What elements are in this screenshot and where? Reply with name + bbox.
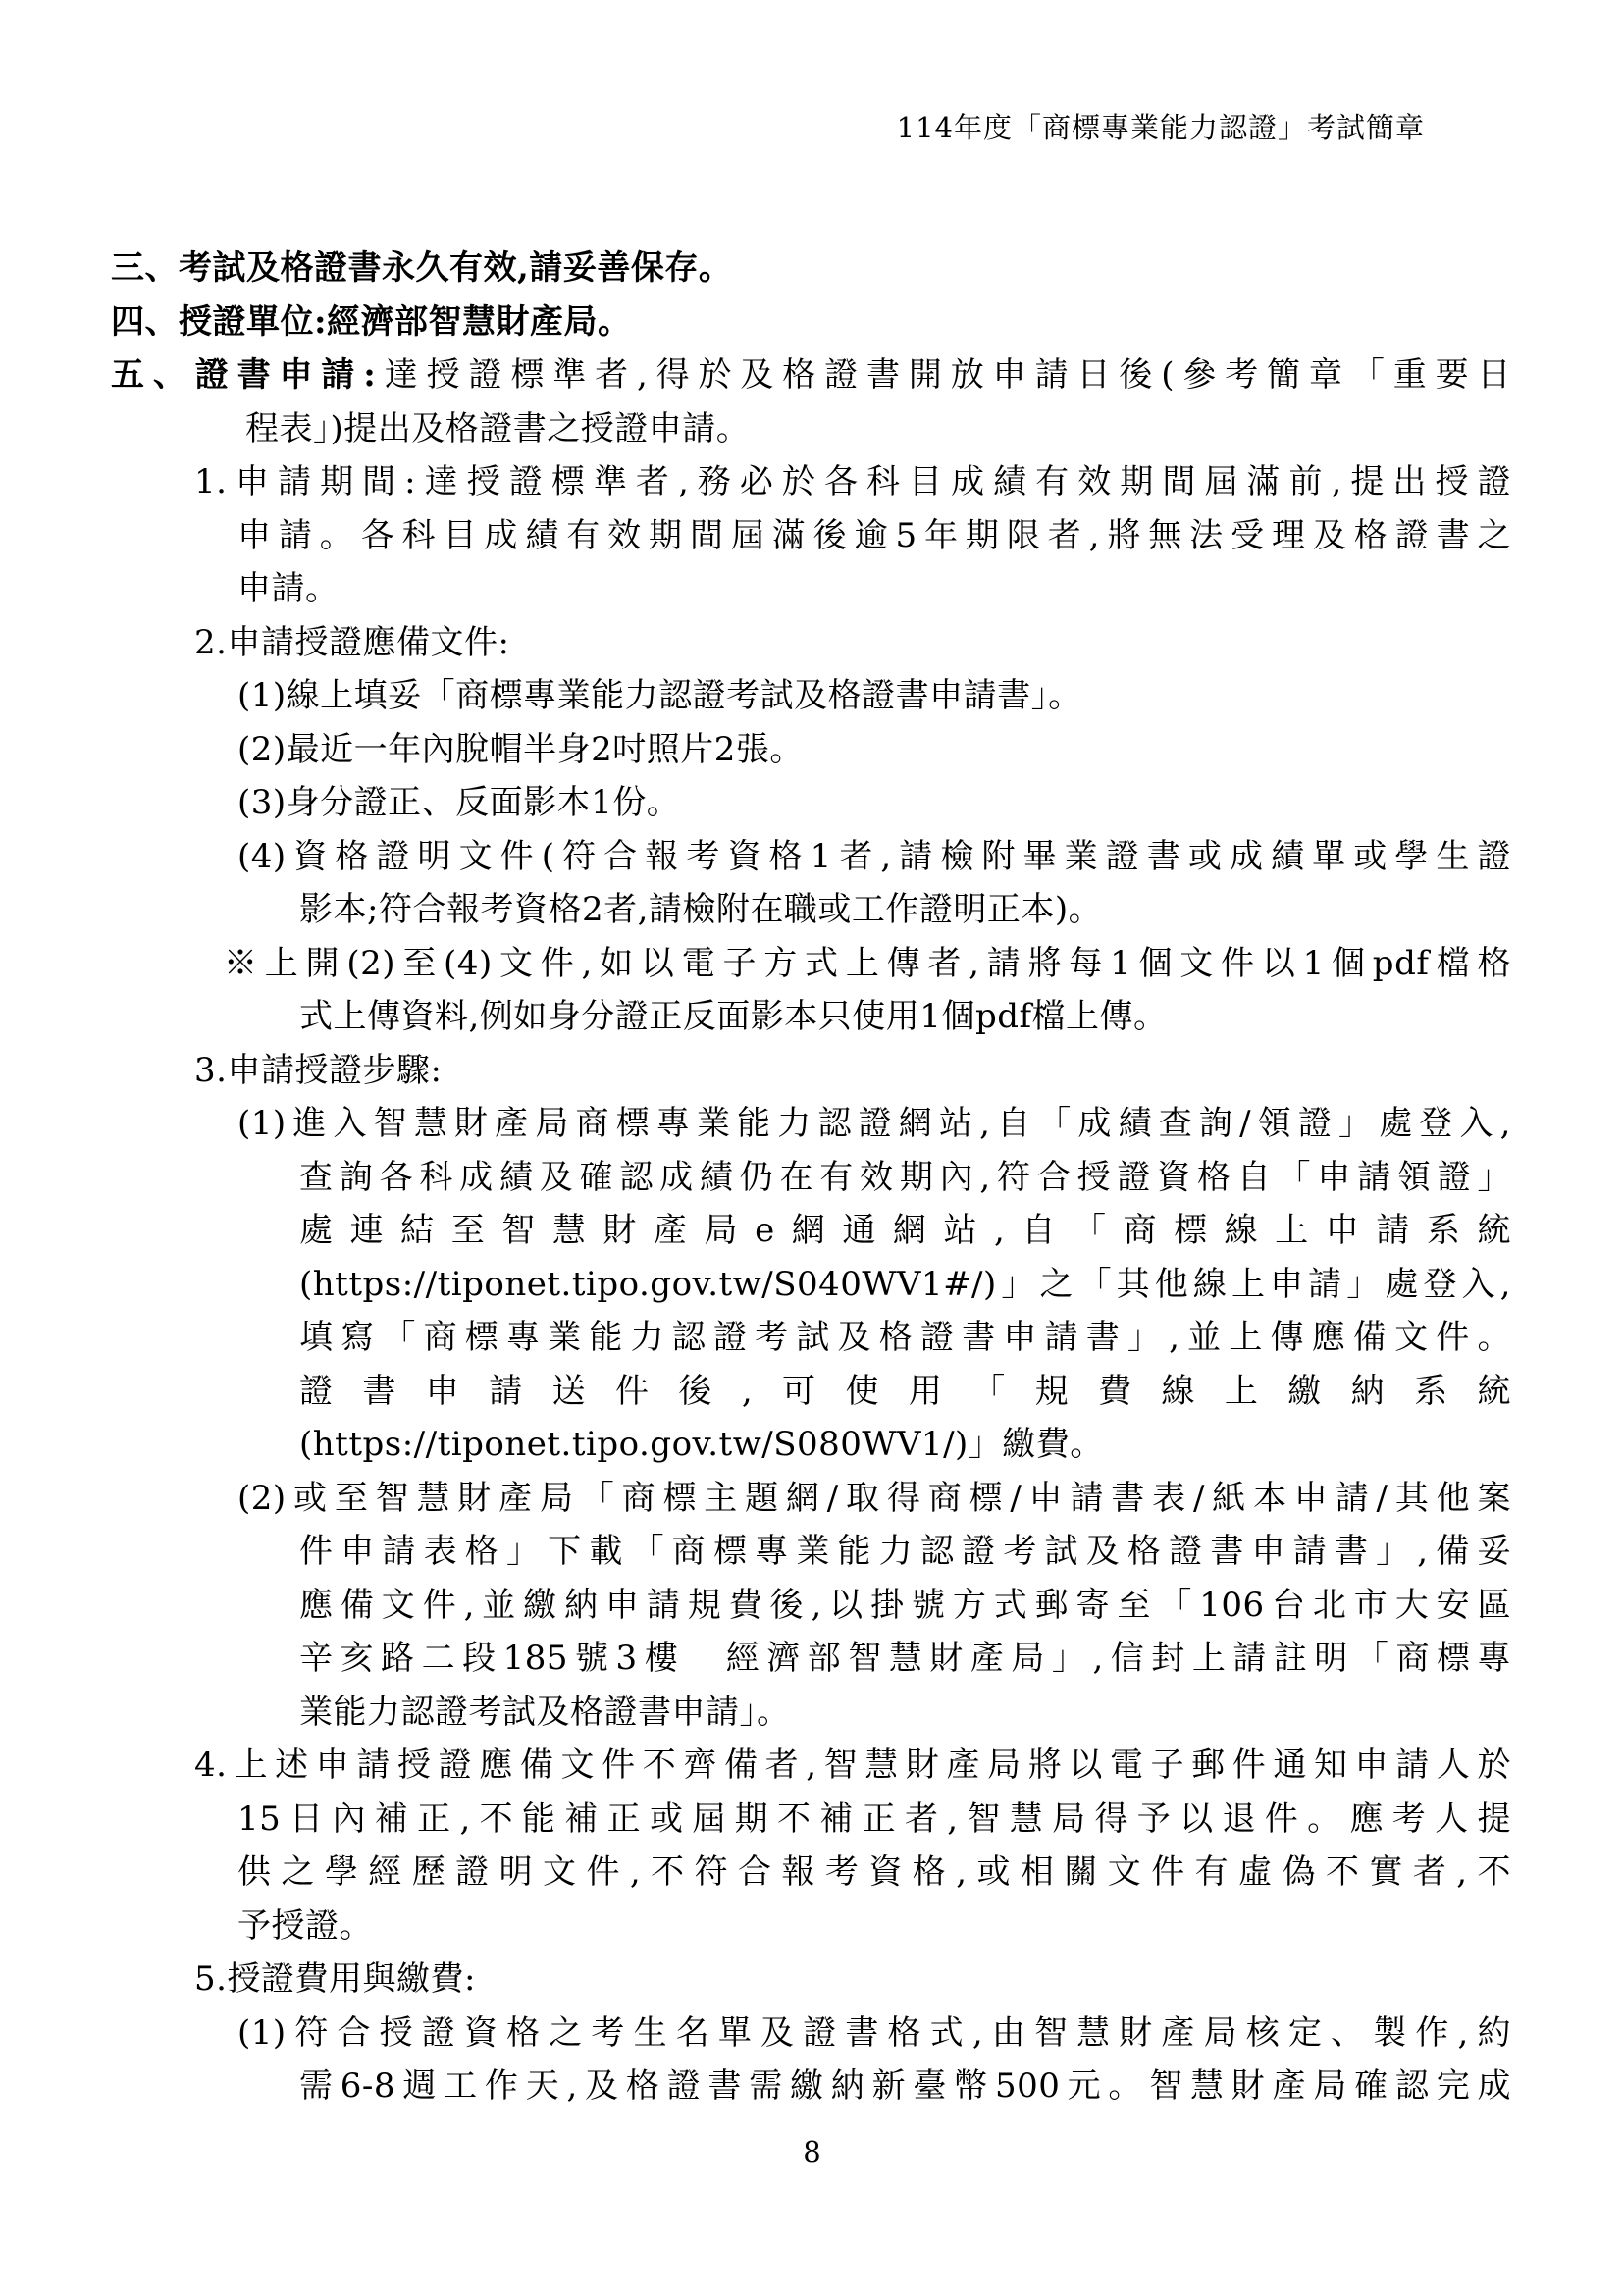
doc-line: 供之學經歷證明文件,不符合報考資格,或相關文件有虛偽不實者,不	[237, 1852, 1511, 1892]
doc-line: 式上傳資料,例如身分證正反面影本只使用1個pdf檔上傳。	[299, 997, 1168, 1036]
clause-2-item-4: (4)資格證明文件(符合報考資格1者,請檢附畢業證書或成績單或學生證	[237, 836, 1511, 876]
doc-line: 填寫「商標專業能力認證考試及格證書申請書」,並上傳應備文件。	[299, 1318, 1511, 1357]
doc-line: 影本;符合報考資格2者,請檢附在職或工作證明正本)。	[299, 890, 1103, 929]
clause-5-item-1: (1)符合授證資格之考生名單及證書格式,由智慧財產局核定、製作,約	[237, 2012, 1511, 2053]
doc-line: 需6-8週工作天,及格證書需繳納新臺幣500元。智慧財產局確認完成	[299, 2066, 1511, 2106]
doc-line: 件申請表格」下載「商標專業能力認證考試及格證書申請書」,備妥	[299, 1532, 1511, 1571]
doc-line: 處連結至智慧財產局e網通網站,自「商標線上申請系統	[299, 1211, 1511, 1250]
clause-5: 5.授證費用與繳費:	[194, 1959, 476, 1999]
heading-item-5	[111, 348, 1511, 402]
note-asterisk: ※上開(2)至(4)文件,如以電子方式上傳者,請將每1個文件以1個pdf檔格	[224, 943, 1511, 983]
doc-line: 證書申請送件後,可使用「規費線上繳納系統	[299, 1371, 1511, 1411]
heading-item-4: 四、授證單位:經濟部智慧財產局。	[111, 301, 632, 341]
clause-2-item-1: (1)線上填妥「商標專業能力認證考試及格證書申請書」。	[237, 676, 1082, 715]
doc-line: 應備文件,並繳納申請規費後,以掛號方式郵寄至「106台北市大安區	[299, 1585, 1511, 1625]
document-body	[0, 241, 1624, 2113]
mailing-address-line: 辛亥路二段185號3樓 經濟部智慧財產局」,信封上請註明「商標專	[299, 1639, 1511, 1678]
doc-line: 申請。各科目成績有效期間屆滿後逾5年期限者,將無法受理及格證書之	[237, 515, 1511, 555]
heading-item-5-label: 五、證書申請:	[111, 355, 377, 394]
doc-line: 申請。	[237, 569, 340, 608]
clause-3-item-2: (2)或至智慧財產局「商標主題網/取得商標/申請書表/紙本申請/其他案	[237, 1478, 1511, 1518]
doc-line: 15日內補正,不能補正或屆期不補正者,智慧局得予以退件。應考人提	[237, 1799, 1511, 1839]
page-header-title: 114年度「商標專業能力認證」考試簡章	[896, 111, 1425, 144]
clause-2: 2.申請授證應備文件:	[194, 622, 510, 662]
clause-3-item-1: (1)進入智慧財產局商標專業能力認證網站,自「成績查詢/領證」處登入,	[237, 1104, 1511, 1143]
page-number: 8	[803, 2135, 821, 2168]
doc-line: 予授證。	[237, 1905, 373, 1946]
heading-item-3: 三、考試及格證書永久有效,請妥善保存。	[111, 248, 733, 287]
clause-2-item-3: (3)身分證正、反面影本1份。	[237, 783, 681, 822]
doc-line: 業能力認證考試及格證書申請」。	[299, 1692, 791, 1732]
doc-line: 程表」)提出及格證書之授證申請。	[245, 408, 751, 448]
clause-2-item-2: (2)最近一年內脫帽半身2吋照片2張。	[237, 729, 804, 769]
clause-3: 3.申請授證步驟:	[194, 1050, 443, 1090]
heading-item-5-text: 達授證標準者,得於及格證書開放申請日後(參考簡章「重要日	[376, 355, 1511, 394]
url-line-s080: (https://tiponet.tipo.gov.tw/S080WV1/)」繳費。	[299, 1425, 1104, 1464]
doc-line: 查詢各科成績及確認成績仍在有效期內,符合授證資格自「申請領證」	[299, 1157, 1511, 1197]
clause-1: 1.申請期間:達授證標準者,務必於各科目成績有效期間屆滿前,提出授證	[194, 462, 1511, 501]
clause-4: 4.上述申請授證應備文件不齊備者,智慧財產局將以電子郵件通知申請人於	[194, 1746, 1511, 1785]
url-line-s040: (https://tiponet.tipo.gov.tw/S040WV1#/)」之「其他線上申請」處登入,	[299, 1264, 1511, 1304]
